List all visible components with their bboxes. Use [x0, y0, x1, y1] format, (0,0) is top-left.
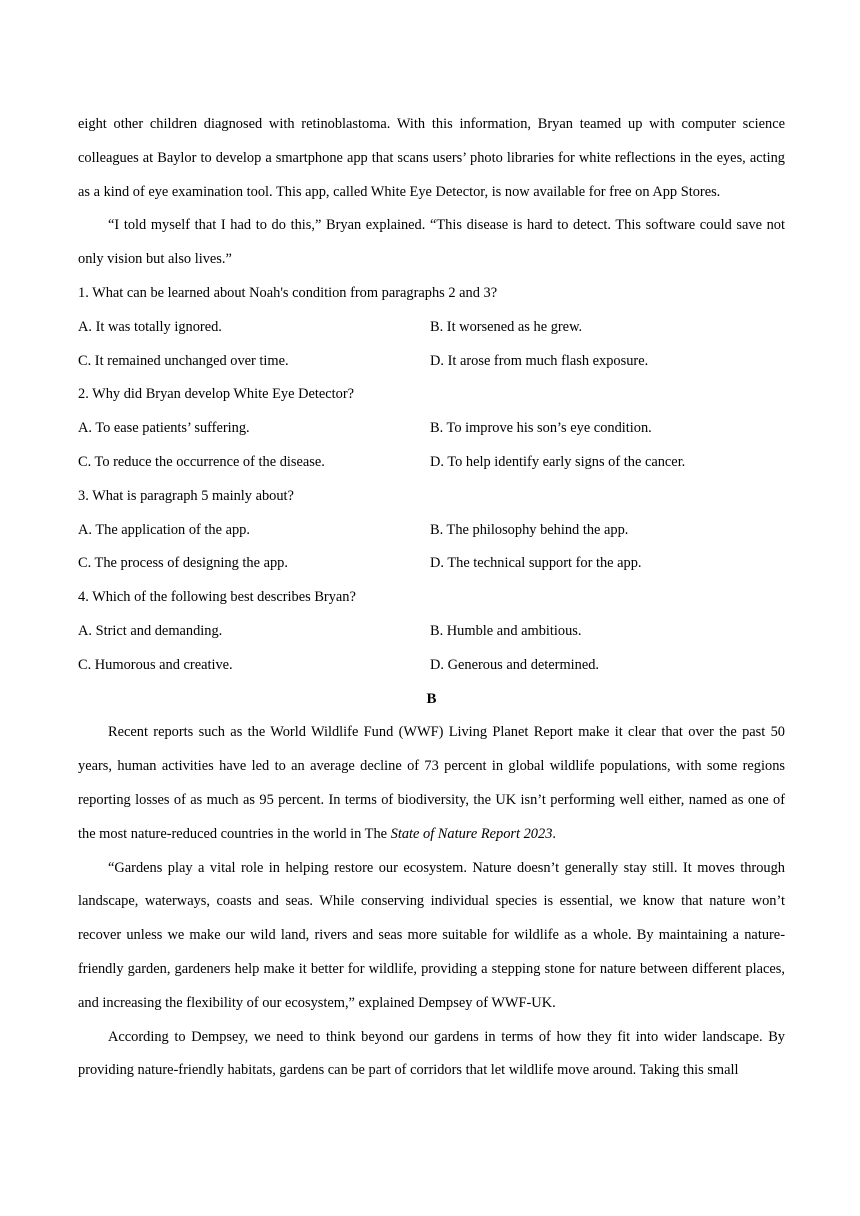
passage-b-paragraph-2: “Gardens play a vital role in helping restore our ecosystem. Nature doesn’t generally stay still. It moves through landscape, waterways, coasts and seas. While conserving individual species is essential, we know that nature won’t recover unless we make our wild land, rivers and seas more suitable for wildlife as a whole. By maintaining a nature-friendly garden, gardeners help make it better for wildlife, providing a stepping stone for nature between different places, and increasing the flexibility of our ecosystem,” explained Dempsey of WWF-UK. — [78, 859, 785, 1011]
question-options — [78, 615, 785, 683]
option-b: B. It worsened as he grew. — [430, 318, 583, 335]
question-3 — [78, 480, 785, 581]
option-b: B. Humble and ambitious. — [430, 622, 582, 639]
option-a: A. To ease patients’ suffering. — [78, 420, 250, 437]
passage-b-p1-end: . — [552, 825, 556, 842]
passage-a-quote-paragraph: “I told myself that I had to do this,” Bryan explained. “This disease is hard to detect. This software could save not only vision but also lives.” — [78, 217, 785, 268]
question-options — [78, 311, 785, 379]
passage-a-paragraph: eight other children diagnosed with retinoblastoma. With this information, Bryan teamed up with computer science colleagues at Baylor to develop a smartphone app that scans users’ photo libraries for white reflections in the eyes, acting as a kind of eye examination tool. This app, called White Eye Detector, is now available for free on App Stores. — [78, 116, 785, 200]
question-options — [78, 514, 785, 582]
question-1 — [78, 277, 785, 378]
option-b: B. To improve his son’s eye condition. — [430, 420, 652, 437]
option-a: A. Strict and demanding. — [78, 622, 223, 639]
option-c: C. To reduce the occurrence of the disease. — [78, 453, 325, 470]
option-d: D. To help identify early signs of the cancer. — [430, 453, 686, 470]
section-heading: B — [426, 690, 437, 707]
passage-b-p1-text: Recent reports such as the World Wildlife Fund (WWF) Living Planet Report make it clear that over the past 50 years, human activities have led to an average decline of 73 percent in global wildlife populations, with some regions reporting losses of as much as 95 percent. In terms of biodiversity, the UK isn’t performing well either, named as one of the most nature-reduced countries in the world in The — [78, 724, 785, 842]
option-d: D. It arose from much flash exposure. — [430, 352, 649, 369]
question-stem: 2. Why did Bryan develop White Eye Detector? — [78, 386, 355, 403]
question-4 — [78, 581, 785, 682]
option-c: C. Humorous and creative. — [78, 656, 233, 673]
option-b: B. The philosophy behind the app. — [430, 521, 629, 538]
report-title: State of Nature Report 2023 — [390, 825, 553, 842]
document-body — [78, 108, 785, 1088]
option-d: D. The technical support for the app. — [430, 555, 642, 572]
option-a: A. The application of the app. — [78, 521, 250, 538]
question-stem: 3. What is paragraph 5 mainly about? — [78, 487, 294, 504]
option-c: C. It remained unchanged over time. — [78, 352, 289, 369]
question-stem: 4. Which of the following best describes Bryan? — [78, 589, 356, 606]
question-options — [78, 412, 785, 480]
option-c: C. The process of designing the app. — [78, 555, 288, 572]
question-2 — [78, 378, 785, 479]
passage-b-paragraph-1 — [78, 716, 785, 851]
passage-b-paragraph-3: According to Dempsey, we need to think beyond our gardens in terms of how they fit into wider landscape. By providing nature-friendly habitats, gardens can be part of corridors that let wildlife move around. Taking this small — [78, 1028, 785, 1079]
option-a: A. It was totally ignored. — [78, 318, 222, 335]
question-stem: 1. What can be learned about Noah's condition from paragraphs 2 and 3? — [78, 284, 498, 301]
option-d: D. Generous and determined. — [430, 656, 600, 673]
